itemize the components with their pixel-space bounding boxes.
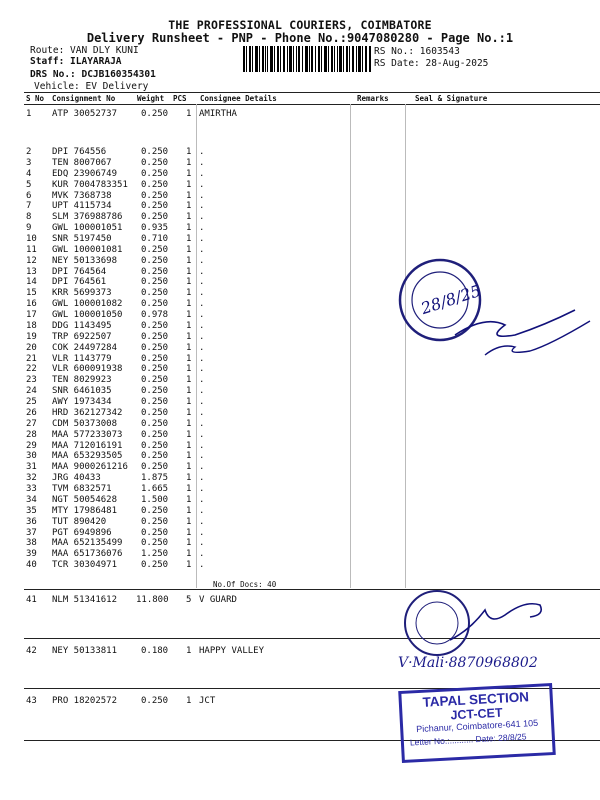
row-pcs: 1: [186, 451, 192, 462]
row-sno: 38: [26, 538, 37, 549]
row-weight: 0.250: [141, 397, 169, 407]
table-row: [0, 495, 600, 506]
table-row: [0, 408, 600, 419]
row-weight: 0.250: [141, 255, 169, 266]
row-weight: 0.250: [141, 353, 169, 364]
row-weight: 0.250: [141, 407, 169, 418]
row-sno: 13: [26, 266, 37, 277]
row-consignment: AWY 1973434: [52, 397, 112, 407]
row-consignee: .: [199, 418, 205, 429]
row-sno: 19: [26, 331, 37, 342]
row-pcs: 1: [186, 244, 192, 255]
row-pcs: 1: [186, 560, 192, 571]
row-sno: 37: [26, 527, 37, 538]
table-row: [0, 180, 600, 191]
table-row: [0, 169, 600, 180]
row-consignment: PGT 6949896: [52, 527, 112, 538]
row-pcs: 1: [186, 418, 192, 429]
row-sno: 2: [26, 147, 32, 157]
row-consignment: MAA 712016191: [52, 440, 123, 451]
row-consignment: SLM 376988786: [52, 212, 123, 223]
row-pcs: 1: [186, 397, 192, 407]
row-weight: 0.250: [141, 418, 169, 429]
row-weight: 1.875: [141, 473, 169, 484]
row-pcs: 1: [186, 484, 192, 494]
row-sno: 20: [26, 342, 37, 353]
row-consignee: .: [199, 505, 205, 516]
row-sno: 7: [26, 201, 32, 212]
row-weight: 0.250: [141, 266, 169, 277]
row-weight: 0.250: [141, 429, 169, 440]
row-sno: 25: [26, 397, 37, 407]
row-consignment: TRP 6922507: [52, 331, 112, 342]
row-weight: 0.250: [141, 538, 169, 549]
row-consignment: NLM 51341612: [52, 595, 118, 605]
row-consignee: AMIRTHA: [199, 109, 237, 119]
col-consignee: Consignee Details: [200, 94, 277, 103]
table-row: [0, 441, 600, 452]
row-sno: 8: [26, 212, 32, 223]
row-consignment: TVM 6832571: [52, 484, 112, 494]
table-row: [0, 158, 600, 169]
table-row: [0, 517, 600, 528]
row-consignee: .: [199, 190, 205, 201]
row-consignment: GWL 100001081: [52, 244, 123, 255]
table-row: [0, 560, 600, 571]
row-consignment: DPI 764556: [52, 147, 107, 157]
row-consignee: .: [199, 147, 205, 157]
row-consignment: MTY 17986481: [52, 505, 118, 516]
col-seal: Seal & Signature: [415, 94, 488, 103]
row-consignee: .: [199, 516, 205, 527]
row-pcs: 1: [186, 310, 192, 320]
row-weight: 0.250: [141, 331, 169, 342]
row-pcs: 1: [186, 168, 192, 179]
row-consignment: HRD 362127342: [52, 407, 123, 418]
row-sno: 26: [26, 407, 37, 418]
row-weight: 0.250: [141, 364, 169, 375]
table-row: [0, 109, 600, 120]
row-sno: 11: [26, 244, 37, 255]
row-consignee: HAPPY VALLEY: [199, 646, 265, 656]
table-row: [0, 549, 600, 560]
row-sno: 35: [26, 505, 37, 516]
row-pcs: 1: [186, 299, 192, 310]
row-pcs: 1: [186, 429, 192, 440]
row-pcs: 1: [186, 223, 192, 234]
row-sno: 9: [26, 223, 32, 234]
table-row: [0, 451, 600, 462]
row-pcs: 1: [186, 179, 192, 190]
row-consignee: .: [199, 538, 205, 549]
row-sno: 43: [26, 696, 37, 706]
row-weight: 0.250: [141, 440, 169, 451]
row-consignee: .: [199, 179, 205, 190]
row-sno: 21: [26, 353, 37, 364]
row-sno: 1: [26, 109, 32, 119]
row-consignee: .: [199, 527, 205, 538]
table-row: [0, 473, 600, 484]
stamp-address: Pichanur, Coimbatore-641 105: [415, 717, 539, 735]
row-consignment: MAA 653293505: [52, 451, 123, 462]
row-pcs: 1: [186, 320, 192, 331]
row-pcs: 1: [186, 538, 192, 549]
col-remarks: Remarks: [357, 94, 389, 103]
row-consignee: .: [199, 494, 205, 505]
row-weight: 0.250: [141, 342, 169, 353]
row-pcs: 1: [186, 407, 192, 418]
company-title: THE PROFESSIONAL COURIERS, COIMBATORE: [168, 18, 432, 32]
row-weight: 0.250: [141, 168, 169, 179]
table-row: [0, 147, 600, 158]
table-row: [0, 375, 600, 386]
row-pcs: 1: [186, 201, 192, 212]
row-consignment: VLR 1143779: [52, 353, 112, 364]
row-consignment: COK 24497284: [52, 342, 118, 353]
row-consignee: .: [199, 255, 205, 266]
row-consignment: PRO 18202572: [52, 696, 118, 706]
row-weight: 0.935: [141, 223, 169, 234]
row-pcs: 1: [186, 157, 192, 168]
row-consignee: .: [199, 168, 205, 179]
row-weight: 0.978: [141, 310, 169, 320]
staff-label: Staff: ILAYARAJA: [30, 56, 122, 67]
row-consignment: DDG 1143495: [52, 320, 112, 331]
row-weight: 0.250: [141, 147, 169, 157]
row-consignee: .: [199, 451, 205, 462]
col-sno: S No: [26, 94, 45, 103]
tapal-stamp: [398, 683, 556, 763]
row-weight: 11.800: [136, 595, 169, 605]
table-row: [0, 484, 600, 495]
row-pcs: 1: [186, 494, 192, 505]
row-consignment: TCR 30304971: [52, 560, 118, 571]
header-rule-bottom: [24, 104, 600, 105]
row-consignee: .: [199, 342, 205, 353]
row-consignment: SNR 6461035: [52, 386, 112, 397]
row-pcs: 1: [186, 473, 192, 484]
row-sno: 5: [26, 179, 32, 190]
row-consignment: ATP 30052737: [52, 109, 118, 119]
row-weight: 0.250: [141, 299, 169, 310]
row-consignee: .: [199, 331, 205, 342]
row-consignee: .: [199, 157, 205, 168]
row-pcs: 1: [186, 386, 192, 397]
row-sno: 14: [26, 277, 37, 288]
row-consignee: .: [199, 288, 205, 299]
row-consignment: UPT 4115734: [52, 201, 112, 212]
stamp-org: JCT-CET: [450, 705, 503, 723]
row-pcs: 1: [186, 549, 192, 560]
row-consignment: NGT 50054628: [52, 494, 118, 505]
row-pcs: 1: [186, 331, 192, 342]
row-weight: 0.250: [141, 505, 169, 516]
row-sno: 27: [26, 418, 37, 429]
row-consignee: .: [199, 560, 205, 571]
row-sno: 3: [26, 157, 32, 168]
row-pcs: 1: [186, 234, 192, 244]
row-consignee: .: [199, 429, 205, 440]
row-consignment: KRR 5699373: [52, 288, 112, 299]
row-consignment: JRG 40433: [52, 473, 101, 484]
row-pcs: 1: [186, 277, 192, 288]
row-sno: 17: [26, 310, 37, 320]
row-weight: 0.250: [141, 109, 169, 119]
row-pcs: 1: [186, 147, 192, 157]
drs-label: DRS No.: DCJB160354301: [30, 69, 156, 80]
row-pcs: 1: [186, 375, 192, 386]
table-row: [0, 462, 600, 473]
row-sno: 41: [26, 595, 37, 605]
stamp-letter: Letter No.:.......... Date: 28/8/25: [409, 731, 527, 748]
row-consignee: .: [199, 223, 205, 234]
row-weight: 0.250: [141, 320, 169, 331]
row-consignee: .: [199, 353, 205, 364]
row-consignee: .: [199, 320, 205, 331]
row-weight: 1.500: [141, 494, 169, 505]
row-pcs: 1: [186, 266, 192, 277]
row-sno: 40: [26, 560, 37, 571]
row-pcs: 1: [186, 288, 192, 299]
row-consignee: JCT: [199, 696, 216, 706]
row-pcs: 1: [186, 516, 192, 527]
row-weight: 0.250: [141, 696, 169, 706]
table-row: [0, 397, 600, 408]
row-sno: 18: [26, 320, 37, 331]
row-pcs: 1: [186, 527, 192, 538]
row-pcs: 1: [186, 109, 192, 119]
handwritten-phone: V·Mali·8870968802: [398, 655, 538, 671]
table-row: [0, 528, 600, 539]
row-sno: 32: [26, 473, 37, 484]
row-pcs: 1: [186, 462, 192, 473]
row-sno: 4: [26, 168, 32, 179]
row-pcs: 1: [186, 364, 192, 375]
row-weight: 1.665: [141, 484, 169, 494]
row-weight: 0.250: [141, 451, 169, 462]
row-consignment: MAA 651736076: [52, 549, 123, 560]
row-weight: 0.250: [141, 288, 169, 299]
row-consignment: KUR 7004783351: [52, 179, 128, 190]
row-consignment: TUT 890420: [52, 516, 107, 527]
runsheet-subtitle: Delivery Runsheet - PNP - Phone No.:9047080280 - Page No.:1: [86, 31, 514, 45]
row-pcs: 1: [186, 353, 192, 364]
row-consignee: .: [199, 212, 205, 223]
row-weight: 0.710: [141, 234, 169, 244]
row-weight: 0.250: [141, 201, 169, 212]
row-weight: 0.250: [141, 462, 169, 473]
row-pcs: 1: [186, 212, 192, 223]
row-consignment: GWL 100001050: [52, 310, 123, 320]
row-sno: 30: [26, 451, 37, 462]
row-pcs: 1: [186, 342, 192, 353]
table-row: [0, 201, 600, 212]
stamp-title: TAPAL SECTION: [422, 689, 530, 710]
table-row: [0, 212, 600, 223]
row-weight: 0.180: [141, 646, 169, 656]
rs-date: RS Date: 28-Aug-2025: [374, 58, 489, 69]
row-consignment: MVK 7368738: [52, 190, 112, 201]
row-weight: 0.250: [141, 212, 169, 223]
row-consignee: .: [199, 386, 205, 397]
row-consignment: GWL 100001082: [52, 299, 123, 310]
row-consignee: .: [199, 484, 205, 494]
table-row: [0, 538, 600, 549]
row-consignee: .: [199, 234, 205, 244]
table-row: [0, 223, 600, 234]
row-sno: 36: [26, 516, 37, 527]
row-consignee: .: [199, 440, 205, 451]
table-row: [0, 234, 600, 245]
vguard-seal-icon: [395, 585, 585, 660]
row-pcs: 1: [186, 190, 192, 201]
row-weight: 1.250: [141, 549, 169, 560]
row-weight: 0.250: [141, 190, 169, 201]
row-weight: 0.250: [141, 527, 169, 538]
row-sno: 34: [26, 494, 37, 505]
row-pcs: 1: [186, 696, 192, 706]
col-consignment: Consignment No: [52, 94, 116, 103]
row-consignment: SNR 5197450: [52, 234, 112, 244]
row-sno: 39: [26, 549, 37, 560]
row-consignee: .: [199, 364, 205, 375]
row-weight: 0.250: [141, 179, 169, 190]
vehicle-label: Vehicle: EV Delivery: [34, 81, 149, 92]
header-rule-top: [24, 92, 600, 93]
table-row: [0, 430, 600, 441]
row-sno: 12: [26, 255, 37, 266]
row-consignment: TEN 8007067: [52, 157, 112, 168]
row-consignee: .: [199, 407, 205, 418]
row-sno: 15: [26, 288, 37, 299]
row-consignment: DPI 764564: [52, 266, 107, 277]
row-pcs: 5: [186, 595, 192, 605]
no-of-docs: No.Of Docs: 40: [213, 580, 277, 589]
row-sno: 33: [26, 484, 37, 494]
row-sno: 42: [26, 646, 37, 656]
row-sno: 22: [26, 364, 37, 375]
row-weight: 0.250: [141, 516, 169, 527]
row-weight: 0.250: [141, 244, 169, 255]
row-weight: 0.250: [141, 375, 169, 386]
row-consignee: V GUARD: [199, 595, 237, 605]
row-consignment: VLR 600091938: [52, 364, 123, 375]
row-sno: 31: [26, 462, 37, 473]
row-pcs: 1: [186, 440, 192, 451]
row-consignee: .: [199, 201, 205, 212]
row-consignment: MAA 652135499: [52, 538, 123, 549]
row-sno: 16: [26, 299, 37, 310]
row-sno: 10: [26, 234, 37, 244]
rs-no: RS No.: 1603543: [374, 46, 460, 57]
row-pcs: 1: [186, 505, 192, 516]
row-consignee: .: [199, 549, 205, 560]
row-sno: 28: [26, 429, 37, 440]
row-sno: 29: [26, 440, 37, 451]
row-consignment: NEY 50133698: [52, 255, 118, 266]
row-consignee: .: [199, 473, 205, 484]
table-row: [0, 506, 600, 517]
row-weight: 0.250: [141, 277, 169, 288]
row-consignee: .: [199, 397, 205, 407]
row-consignee: .: [199, 299, 205, 310]
row-consignee: .: [199, 462, 205, 473]
row-weight: 0.250: [141, 560, 169, 571]
row-pcs: 1: [186, 646, 192, 656]
row-consignment: DPI 764561: [52, 277, 107, 288]
row-consignee: .: [199, 244, 205, 255]
row-consignee: .: [199, 375, 205, 386]
row-consignee: .: [199, 310, 205, 320]
row-consignment: NEY 50133811: [52, 646, 118, 656]
row-consignment: EDQ 23906749: [52, 168, 118, 179]
table-row: [0, 386, 600, 397]
row-consignment: MAA 577233073: [52, 429, 123, 440]
row-consignment: MAA 9000261216: [52, 462, 128, 473]
row-consignee: .: [199, 277, 205, 288]
row-sno: 23: [26, 375, 37, 386]
row-consignment: CDM 50373008: [52, 418, 118, 429]
row-consignment: GWL 100001051: [52, 223, 123, 234]
route-label: Route: VAN DLY KUNI: [30, 45, 139, 56]
row-pcs: 1: [186, 255, 192, 266]
row-sno: 24: [26, 386, 37, 397]
row-weight: 0.250: [141, 386, 169, 397]
row-consignment: TEN 8029923: [52, 375, 112, 386]
table-row: [0, 191, 600, 202]
col-weight: Weight: [137, 94, 165, 103]
row-sno: 6: [26, 190, 32, 201]
handwritten-date: 28/8/25: [418, 280, 484, 319]
row-consignee: .: [199, 266, 205, 277]
table-row: [0, 419, 600, 430]
barcode: [243, 46, 371, 72]
row-weight: 0.250: [141, 157, 169, 168]
col-pcs: PCS: [173, 94, 187, 103]
